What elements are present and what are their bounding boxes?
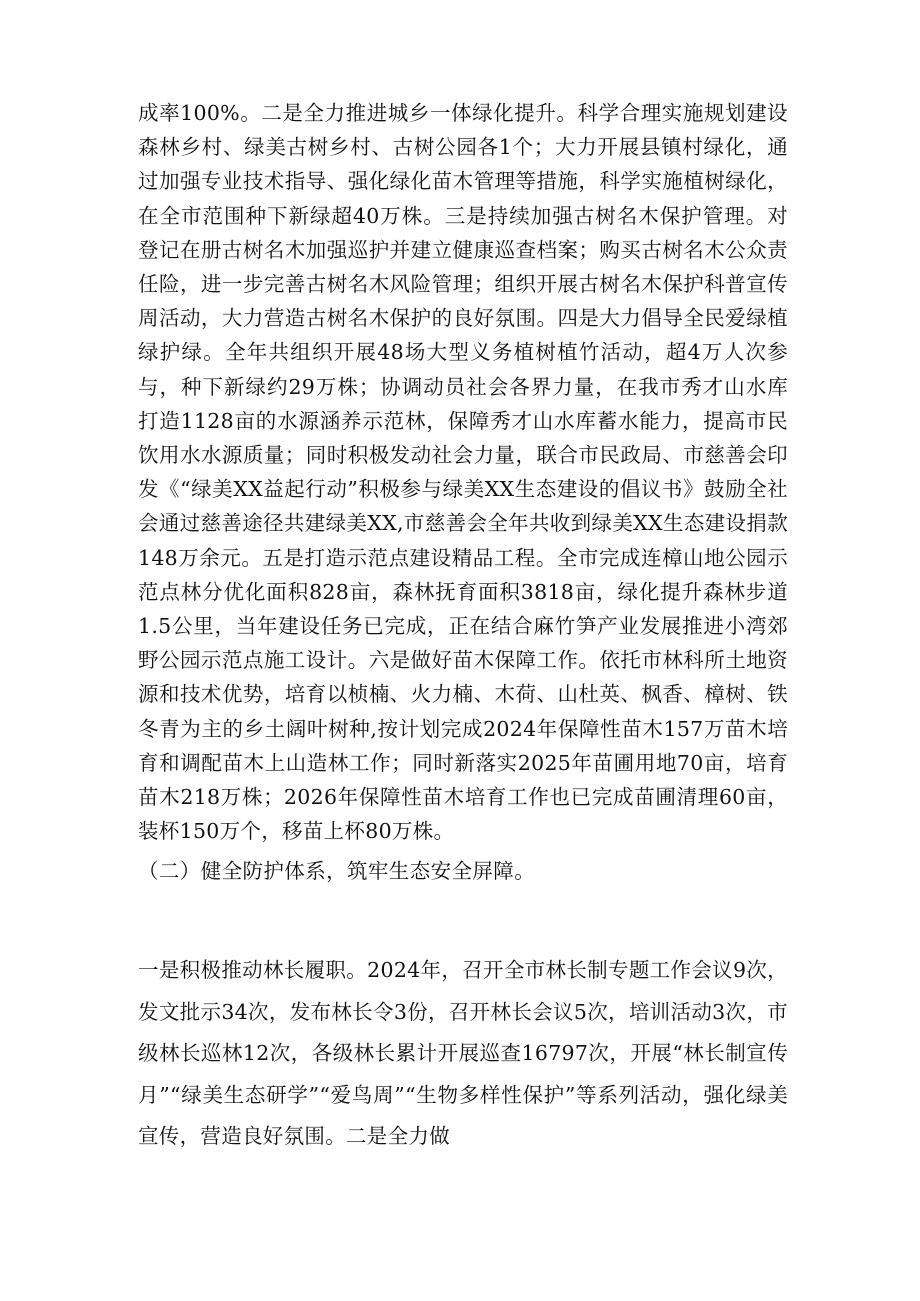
body-paragraph-2: 一是积极推动林长履职。2024年，召开全市林长制专题工作会议9次，发文批示34次，发布林长令3份，召开林长会议5次，培训活动3次，市级林长巡林12次，各级林长累计开展巡查16797次，开展“林长制宣传月”“绿美生态研学”“爱鸟周”“生物多样性保护”等系列活动，强化绿美宣传，营造良好氛围。二是全力做 bbox=[138, 958, 788, 1148]
body-paragraph-1: 成率100%。二是全力推进城乡一体绿化提升。科学合理实施规划建设森林乡村、绿美古树乡村、古树公园各1个；大力开展县镇村绿化，通过加强专业技术指导、强化绿化苗木管理等措施，科学实施植树绿化，在全市范围种下新绿超40万株。三是持续加强古树名木保护管理。对登记在册古树名木加强巡护并建立健康巡查档案；购买古树名木公众责任险，进一步完善古树名木风险管理；组织开展古树名木保护科普宣传周活动，大力营造古树名木保护的良好氛围。四是大力倡导全民爱绿植绿护绿。全年共组织开展48场大型义务植树植竹活动，超4万人次参与，种下新绿约29万株；协调动员社会各界力量，在我市秀才山水库打造1128亩的水源涵养示范林，保障秀才山水库蓄水能力，提高市民饮用水水源质量；同时积极发动社会力量，联合市民政局、市慈善会印发《“绿美XX益起行动”积极参与绿美XX生态建设的倡议书》鼓励全社会通过慈善途径共建绿美XX,市慈善会全年共收到绿美XX生态建设捐款148万余元。五是打造示范点建设精品工程。全市完成连樟山地公园示范点林分优化面积828亩，森林抚育面积3818亩，绿化提升森林步道1.5公里，当年建设任务已完成，正在结合麻竹笋产业发展推进小湾郊野公园示范点施工设计。六是做好苗木保障工作。依托市林科所土地资源和技术优势，培育以桢楠、火力楠、木荷、山杜英、枫香、樟树、铁冬青为主的乡土阔叶树种,按计划完成2024年保障性苗木157万苗木培育和调配苗木上山造林工作；同时新落实2025年苗圃用地70亩，培育苗木218万株；2026年保障性苗木培育工作也已完成苗圃清理60亩，装杯150万个，移苗上杯80万株。 bbox=[138, 101, 788, 844]
section-heading-2: （二）健全防护体系，筑牢生态安全屏障。 bbox=[138, 859, 536, 883]
